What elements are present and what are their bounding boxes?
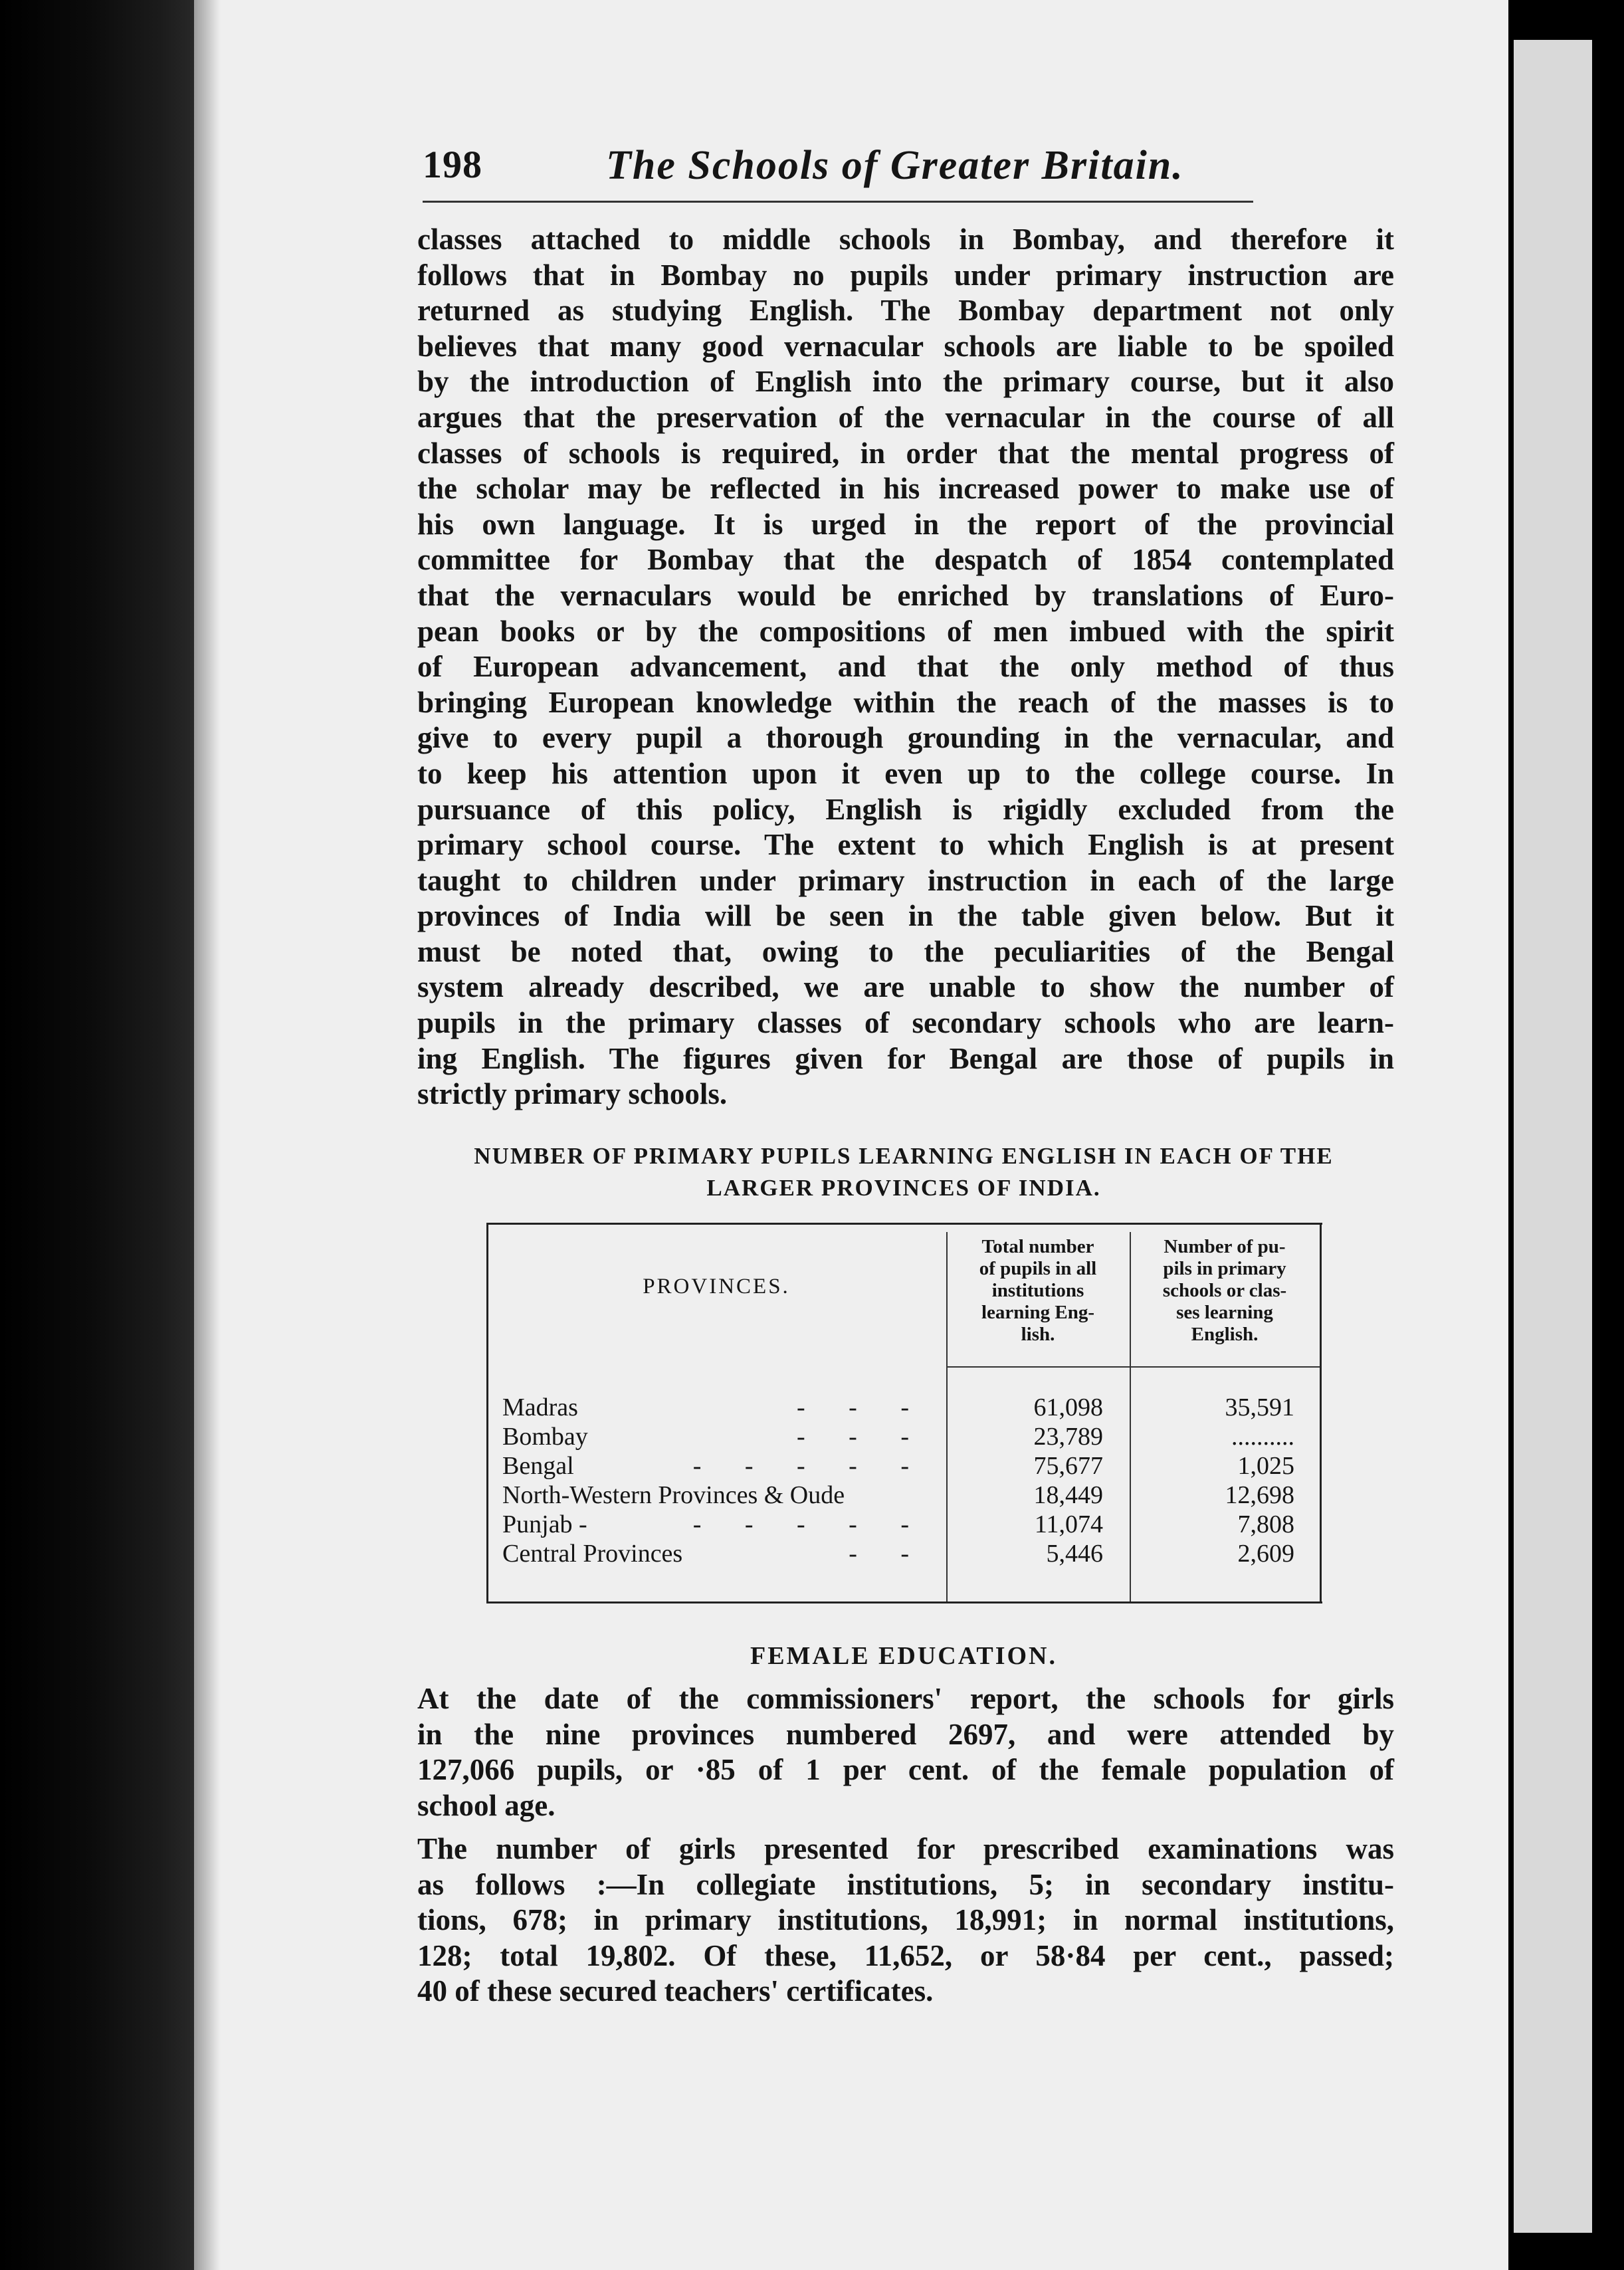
provinces-english-table	[486, 1223, 1322, 1604]
text-line: to keep his attention upon it even up to the college course. In	[417, 756, 1394, 790]
header-line: learning Eng-	[981, 1302, 1094, 1323]
province-name: Bombay - - -	[502, 1423, 928, 1451]
leader-dashes: - - -	[797, 1393, 928, 1421]
text-line: by the introduction of English into the primary course, but it also	[417, 365, 1394, 399]
primary-pupils: 35,591	[1225, 1393, 1294, 1421]
text-line: classes attached to middle schools in Bombay, and therefore it	[417, 223, 1394, 256]
table-row	[486, 1539, 1322, 1568]
total-pupils: 75,677	[1033, 1452, 1103, 1480]
text-line: bringing European knowledge within the reach of the masses is to	[417, 685, 1394, 719]
text-line: returned as studying English. The Bombay department not only	[417, 294, 1394, 328]
paragraph-bombay-english	[417, 222, 1394, 1112]
text-line: system already described, we are unable to show the number of	[417, 970, 1394, 1004]
text-line: The number of girls presented for prescribed examinations was	[417, 1832, 1394, 1865]
province-name: Bengal - - - - -	[502, 1452, 928, 1480]
text-line: strictly primary schools.	[417, 1077, 728, 1111]
header-line: Total number	[981, 1236, 1094, 1257]
text-line: 128; total 19,802. Of these, 11,652, or 58·84 per cent., passed;	[417, 1938, 1394, 1972]
header-line: lish.	[1021, 1324, 1055, 1345]
primary-pupils: 2,609	[1237, 1540, 1294, 1568]
text-line: follows that in Bombay no pupils under primary instruction are	[417, 258, 1394, 292]
text-line: his own language. It is urged in the report of the provincial	[417, 507, 1394, 541]
table-row	[486, 1481, 1322, 1510]
table-row	[486, 1393, 1322, 1422]
table-row	[486, 1422, 1322, 1451]
total-pupils: 5,446	[1046, 1540, 1103, 1568]
text-line: primary school course. The extent to which English is at present	[417, 828, 1394, 862]
text-line: 127,066 pupils, or ·85 of 1 per cent. of the female population of	[417, 1753, 1394, 1786]
section-heading: FEMALE EDUCATION.	[750, 1642, 1057, 1670]
header-rule	[423, 201, 1253, 203]
running-head	[423, 142, 1253, 199]
paragraph-girls-schools	[417, 1681, 1394, 1823]
text-line: in the nine provinces numbered 2697, and were attended by	[417, 1717, 1394, 1751]
column-header-total	[946, 1236, 1130, 1346]
text-line: committee for Bombay that the despatch of 1854 contemplated	[417, 543, 1394, 577]
table-caption	[412, 1140, 1395, 1204]
column-header-provinces: PROVINCES.	[643, 1275, 790, 1298]
text-line: classes of schools is required, in order that the mental progress of	[417, 436, 1394, 470]
province-name: North-Western Provinces & Oude	[502, 1481, 845, 1509]
header-line: ses learning	[1176, 1302, 1273, 1323]
header-line: Number of pu-	[1164, 1236, 1286, 1257]
leader-dashes: - - - - -	[692, 1452, 928, 1480]
caption-line: NUMBER OF PRIMARY PUPILS LEARNING ENGLISH IN EACH OF THE	[474, 1143, 1334, 1169]
text-line: 40 of these secured teachers' certificates.	[417, 1974, 934, 2008]
province-name: Central Provinces - -	[502, 1540, 928, 1568]
table-bottom-rule	[486, 1601, 1322, 1603]
text-line: taught to children under primary instruction in each of the large	[417, 863, 1394, 897]
table-top-rule	[486, 1223, 1322, 1225]
paragraph-girls-examinations	[417, 1831, 1394, 2010]
table-row	[486, 1510, 1322, 1539]
running-title: The Schools of Greater Britain.	[606, 143, 1184, 188]
header-underline	[1130, 1366, 1320, 1368]
primary-pupils: 7,808	[1237, 1510, 1294, 1538]
page-number: 198	[423, 143, 482, 186]
scan-dark-margin	[0, 0, 199, 2270]
leader-dashes: - -	[849, 1540, 928, 1568]
header-line: of pupils in all	[979, 1258, 1097, 1279]
leader-dashes: - - - - -	[692, 1510, 928, 1538]
text-line: argues that the preservation of the vernacular in the course of all	[417, 400, 1394, 434]
primary-pupils: 12,698	[1225, 1481, 1294, 1509]
text-line: provinces of India will be seen in the table given below. But it	[417, 899, 1394, 933]
header-underline	[946, 1366, 1130, 1368]
text-line: At the date of the commissioners' report, the schools for girls	[417, 1682, 1394, 1715]
facing-page-strip	[1514, 40, 1592, 2233]
primary-pupils: ..........	[1231, 1423, 1294, 1451]
text-line: that the vernaculars would be enriched by translations of Euro-	[417, 578, 1394, 612]
text-line: as follows :—In collegiate institutions, 5; in secondary institu-	[417, 1867, 1394, 1901]
text-line: the scholar may be reflected in his increased power to make use of	[417, 472, 1394, 506]
text-line: tions, 678; in primary institutions, 18,991; in normal institutions,	[417, 1903, 1394, 1936]
text-line: give to every pupil a thorough grounding in the vernacular, and	[417, 721, 1394, 755]
leader-dashes: - - -	[797, 1423, 928, 1451]
text-line: school age.	[417, 1788, 556, 1822]
header-line: schools or clas-	[1162, 1280, 1287, 1301]
primary-pupils: 1,025	[1237, 1452, 1294, 1480]
province-name: Madras - - -	[502, 1393, 928, 1421]
header-line: English.	[1191, 1324, 1259, 1345]
total-pupils: 18,449	[1033, 1481, 1103, 1509]
province-name: Punjab - - - - - -	[502, 1510, 928, 1538]
text-line: must be noted that, owing to the peculiarities of the Bengal	[417, 934, 1394, 968]
caption-line: LARGER PROVINCES OF INDIA.	[706, 1175, 1101, 1201]
total-pupils: 61,098	[1033, 1393, 1103, 1421]
table-row	[486, 1451, 1322, 1481]
header-line: institutions	[991, 1280, 1084, 1301]
text-line: ing English. The figures given for Bengal are those of pupils in	[417, 1041, 1394, 1075]
total-pupils: 11,074	[1034, 1510, 1103, 1538]
binding-shadow	[194, 0, 221, 2270]
text-line: pupils in the primary classes of secondary schools who are learn-	[417, 1006, 1394, 1040]
header-line: pils in primary	[1163, 1258, 1286, 1279]
text-line: believes that many good vernacular schools are liable to be spoiled	[417, 329, 1394, 363]
total-pupils: 23,789	[1033, 1423, 1103, 1451]
text-line: pursuance of this policy, English is rigidly excluded from the	[417, 792, 1394, 826]
text-line: pean books or by the compositions of men imbued with the spirit	[417, 614, 1394, 648]
column-header-primary	[1130, 1236, 1320, 1346]
text-line: of European advancement, and that the only method of thus	[417, 650, 1394, 684]
